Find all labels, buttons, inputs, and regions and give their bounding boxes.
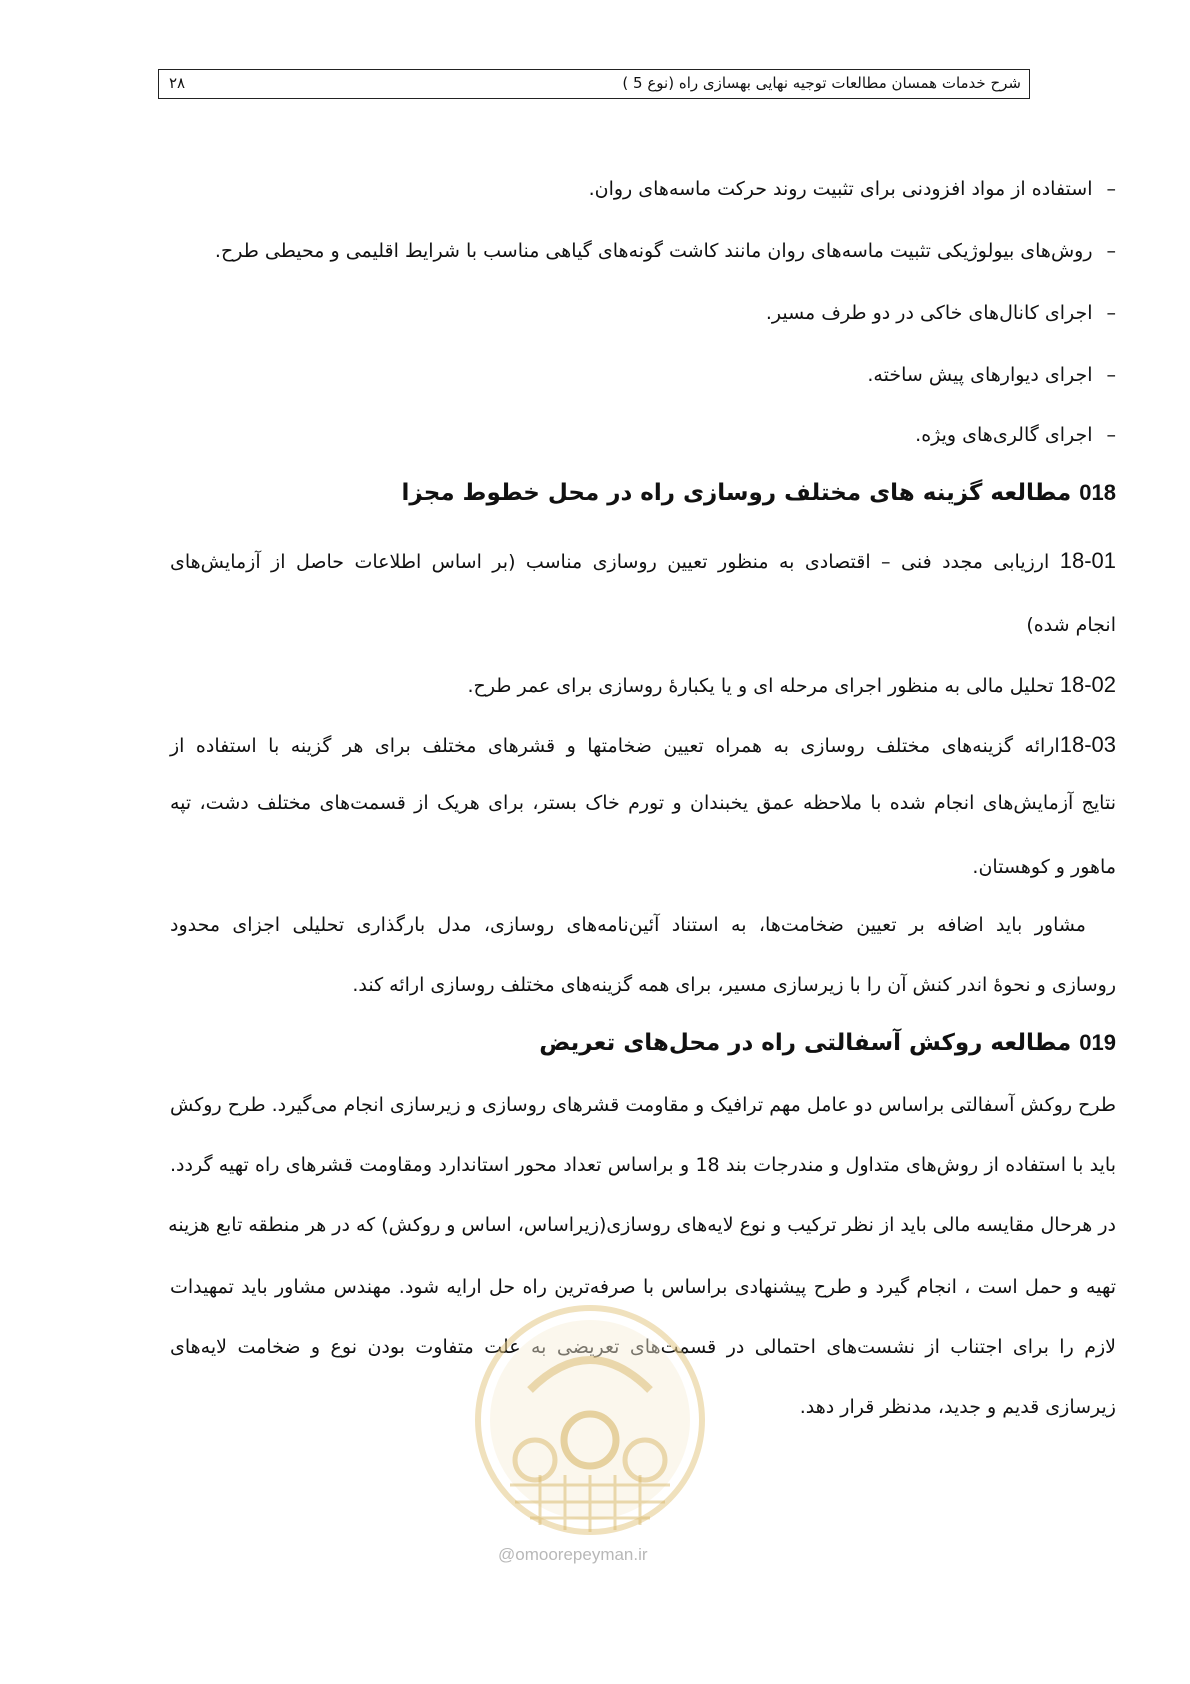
body-line: طرح روکش آسفالتی براساس دو عامل مهم ترافیک و مقاومت قشرهای روسازی و زیرسازی انجام می‌گیرد. طرح روکش xyxy=(170,1094,1116,1116)
body-line: باید با استفاده از روش‌های متداول و مندرجات بند 18 و براساس تعداد محور استاندارد ومقاومت قشرهای راه تهیه گردد. xyxy=(170,1154,1117,1176)
bullet-item xyxy=(215,240,1116,262)
item-text: ارزیابی مجدد فنی – اقتصادی به منظور تعیین روسازی مناسب (بر اساس اطلاعات حاصل از آزمایش‌های xyxy=(170,551,1050,573)
body-line: در هرحال مقایسه مالی باید از نظر ترکیب و نوع لایه‌های روسازی(زیراساس، اساس و روکش) که در هر منطقه تابع هزینه xyxy=(168,1214,1116,1236)
section-number: 019 xyxy=(1079,1030,1116,1055)
bullet-dash: – xyxy=(1106,302,1116,324)
bullet-dash: – xyxy=(1106,424,1116,446)
section-018-heading xyxy=(402,480,1116,506)
bullet-item xyxy=(915,424,1116,446)
item-code: 18-02 xyxy=(1059,672,1116,697)
item-18-02 xyxy=(468,672,1116,698)
section-title: مطالعه گزینه های مختلف روسازی راه در محل خطوط مجزا xyxy=(401,480,1072,506)
section-title: مطالعه روکش آسفالتی راه در محل‌های تعریض xyxy=(539,1030,1072,1056)
item-18-01-line1 xyxy=(170,548,1116,574)
section-019-heading xyxy=(539,1030,1116,1056)
page-number: ۲۸ xyxy=(169,74,186,92)
page-header xyxy=(158,69,1030,99)
item-18-01-line2: انجام شده) xyxy=(1026,614,1116,636)
bullet-text: اجرای کانال‌های خاکی در دو طرف مسیر. xyxy=(765,302,1093,324)
watermark-url: @omoorepeyman.ir xyxy=(498,1545,648,1564)
header-title: شرح خدمات همسان مطالعات توجیه نهایی بهسازی راه (نوع 5 ) xyxy=(622,74,1021,92)
item-text: تحلیل مالی به منظور اجرای مرحله ای و یا یکبارهٔ روسازی برای عمر طرح. xyxy=(467,675,1054,697)
bullet-dash: – xyxy=(1106,364,1116,386)
paragraph-line: روسازی و نحوهٔ اندر کنش آن را با زیرسازی مسیر، برای همه گزینه‌های مختلف روسازی ارائه کند. xyxy=(352,974,1116,996)
bullet-dash: – xyxy=(1106,240,1116,262)
body-line: لازم را برای اجتناب از نشست‌های احتمالی در قسمت‌های تعریضی به علت متفاوت بودن نوع و ضخامت لایه‌های xyxy=(170,1336,1116,1358)
bullet-item xyxy=(766,302,1116,324)
section-number: 018 xyxy=(1079,480,1116,505)
watermark-logo-icon xyxy=(470,1270,710,1570)
item-code: 18-01 xyxy=(1059,548,1116,573)
body-line: زیرسازی قدیم و جدید، مدنظر قرار دهد. xyxy=(799,1396,1116,1418)
item-18-03-line2: نتایج آزمایش‌های انجام شده با ملاحظه عمق یخبندان و تورم خاک بستر، برای هریک از قسمت‌های مختلف دشت، تپه xyxy=(170,792,1116,814)
bullet-text: اجرای دیوارهای پیش ساخته. xyxy=(867,364,1093,386)
paragraph-line: مشاور باید اضافه بر تعیین ضخامت‌ها، به استناد آئین‌نامه‌های روسازی، مدل بارگذاری تحلیلی اجزای محدود xyxy=(170,914,1086,936)
bullet-text: روش‌های بیولوژیکی تثبیت ماسه‌های روان مانند کاشت گونه‌های گیاهی مناسب با شرایط اقلیمی و محیطی طرح. xyxy=(214,240,1093,262)
bullet-text: اجرای گالری‌های ویژه. xyxy=(915,424,1093,446)
item-18-03-line3: ماهور و کوهستان. xyxy=(972,856,1116,878)
bullet-item xyxy=(589,178,1116,200)
bullet-item xyxy=(867,364,1116,386)
body-line: تهیه و حمل است ، انجام گیرد و طرح پیشنهادی براساس با صرفه‌ترین راه حل ارایه شود. مهندس مشاور باید تمهیدات xyxy=(170,1276,1116,1298)
item-18-03-line1 xyxy=(170,732,1116,758)
item-text: ارائه گزینه‌های مختلف روسازی به همراه تعیین ضخامتها و قشرهای مختلف برای هر گزینه با استفاده از xyxy=(170,735,1060,757)
item-code: 18-03 xyxy=(1059,732,1116,757)
bullet-dash: – xyxy=(1106,178,1116,200)
bullet-text: استفاده از مواد افزودنی برای تثبیت روند حرکت ماسه‌های روان. xyxy=(588,178,1093,200)
